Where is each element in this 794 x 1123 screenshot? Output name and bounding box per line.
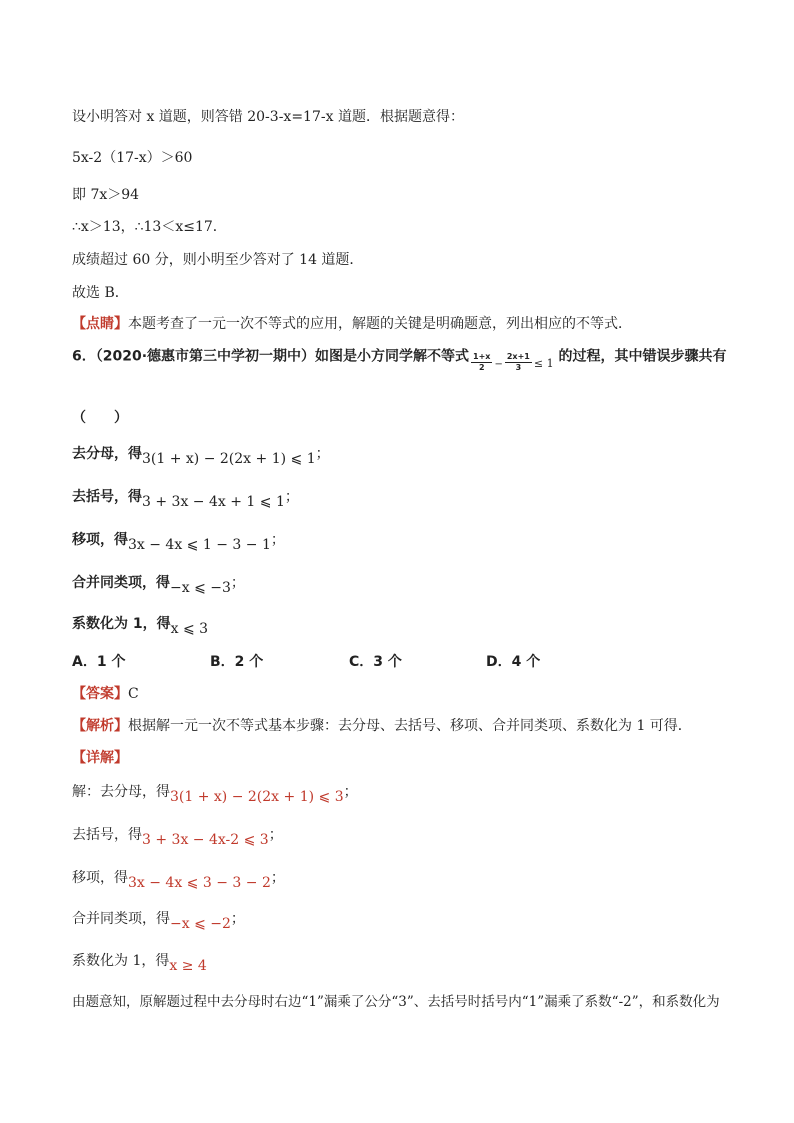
step-math-2: 3 + 3x − 4x + 1 ⩽ 1	[142, 494, 285, 510]
option-d: D．4 个	[486, 654, 541, 670]
detail-tag: 【详解】	[72, 750, 128, 766]
analysis-tag: 【解析】	[72, 718, 128, 734]
question-suffix: 的过程，其中错误步骤共有	[558, 348, 727, 365]
step-math-4: −x ⩽ −3	[170, 580, 231, 596]
step-line-1: 去分母，得3(1 + x) − 2(2x + 1) ⩽ 1；	[72, 446, 330, 467]
solution-math-1: 3(1 + x) − 2(2x + 1) ⩽ 3	[170, 789, 344, 805]
option-b: B．2 个	[210, 654, 264, 670]
solution-math-2: 3 + 3x − 4x-2 ⩽ 3	[142, 832, 269, 848]
answer-tag: 【答案】	[72, 686, 128, 702]
step-line-4: 合并同类项，得−x ⩽ −3；	[72, 575, 245, 596]
option-c: C．3 个	[349, 654, 402, 670]
step-line-2: 去括号，得3 + 3x − 4x + 1 ⩽ 1；	[72, 489, 299, 510]
solution-math-3: 3x − 4x ⩽ 3 − 3 − 2	[128, 875, 271, 891]
analysis-line	[72, 716, 692, 736]
comment-line	[72, 314, 632, 334]
solution-line-1: 解：去分母，得3(1 + x) − 2(2x + 1) ⩽ 3；	[72, 784, 358, 805]
text-line-3: 即 7x＞94	[72, 187, 140, 203]
inequality-rhs: ≤ 1	[533, 356, 554, 370]
solution-line-2: 去括号，得3 + 3x − 4x-2 ⩽ 3；	[72, 827, 283, 848]
answer-parentheses: （ ）	[72, 410, 128, 426]
options-row	[72, 652, 732, 672]
fraction-1: $\frac{1+x}{2}$	[473, 352, 491, 372]
step-line-3: 移项，得3x − 4x ⩽ 1 − 3 − 1；	[72, 532, 285, 553]
solution-line-5: 系数化为 1，得x ≥ 4	[72, 953, 207, 974]
answer-value: C	[128, 686, 139, 702]
solution-line-3: 移项，得3x − 4x ⩽ 3 − 3 − 2；	[72, 870, 285, 891]
conclusion-line: 由题意知，原解题过程中去分母时右边“1”漏乘了公分“3”、去括号时括号内“1”漏乘了系数“-2”，和系数化为	[72, 994, 720, 1010]
step-line-5: 系数化为 1，得x ⩽ 3	[72, 616, 209, 637]
comment-tag: 【点睛】	[72, 316, 128, 332]
text-line-5: 成绩超过 60 分，则小明至少答对了 14 道题．	[72, 252, 364, 268]
option-a: A．1 个	[72, 654, 126, 670]
text-line-4: ∴x＞13，∴13＜x≤17．	[72, 219, 227, 235]
answer-line	[72, 684, 139, 704]
text-line-6: 故选 B．	[72, 285, 129, 301]
detail-line	[72, 748, 128, 768]
step-math-1: 3(1 + x) − 2(2x + 1) ⩽ 1	[142, 451, 316, 467]
analysis-text: 根据解一元一次不等式基本步骤：去分母、去括号、移项、合并同类项、系数化为 1 可得．	[128, 718, 692, 734]
text-line-2: 5x-2（17-x）＞60	[72, 150, 193, 166]
minus-sign: −	[494, 358, 503, 370]
step-math-3: 3x − 4x ⩽ 1 − 3 − 1	[128, 537, 271, 553]
solution-math-4: −x ⩽ −2	[170, 916, 231, 932]
text-line-1: 设小明答对 x 道题，则答错 20-3-x=17-x 道题．根据题意得：	[72, 109, 464, 125]
question-prefix: 6．（2020·德惠市第三中学初一期中）如图是小方同学解不等式	[72, 348, 470, 365]
comment-text: 本题考查了一元一次不等式的应用，解题的关键是明确题意，列出相应的不等式．	[128, 316, 632, 332]
fraction-2: $\frac{2x+1}{3}$	[506, 352, 530, 372]
solution-line-4: 合并同类项，得−x ⩽ −2；	[72, 911, 245, 932]
solution-math-5: x ≥ 4	[169, 958, 207, 974]
question-stem	[72, 346, 727, 372]
step-math-5: x ⩽ 3	[170, 621, 209, 637]
